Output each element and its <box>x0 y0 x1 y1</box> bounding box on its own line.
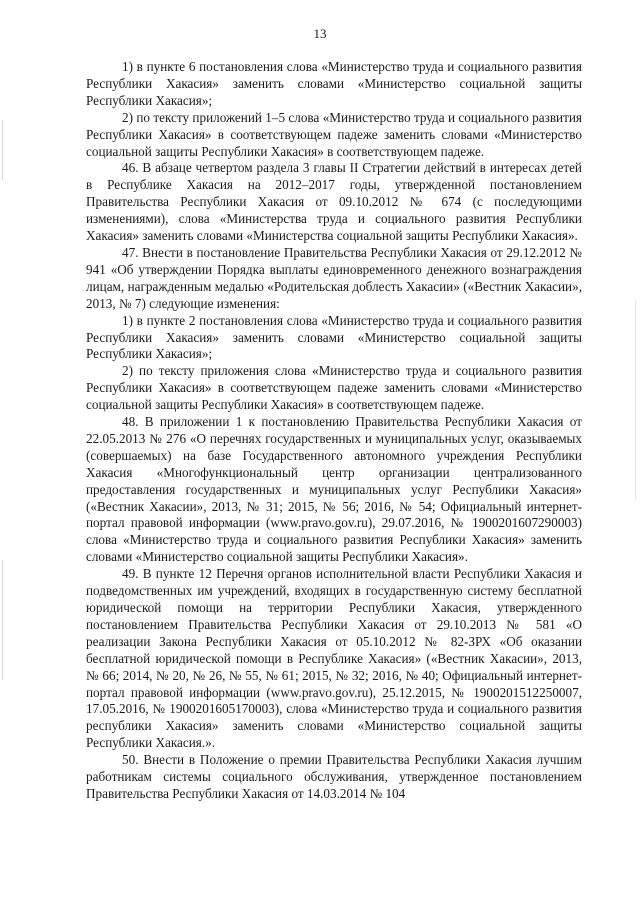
paragraph: 1) в пункте 2 постановления слова «Министерство труда и социального развития Республики Хакасия» заменить словами «Министерство социальной защиты Республики Хакасия»; <box>86 312 582 362</box>
scan-edge-artifact <box>2 560 3 680</box>
page-number: 13 <box>313 26 327 41</box>
scan-edge-artifact <box>2 120 3 180</box>
paragraph: 2) по тексту приложений 1–5 слова «Министерство труда и социального развития Республики Хакасия» в соответствующем падеже заменить словами «Министерство социальной защиты Республики Хакасия» в соответствующем падеже. <box>86 109 582 159</box>
paragraph: 50. Внести в Положение о премии Правительства Республики Хакасия лучшим работникам системы социального обслуживания, утвержденное постановлением Правительства Республики Хакасия от 14.03.2014 № 104 <box>86 752 582 801</box>
paragraph: 1) в пункте 6 постановления слова «Министерство труда и социального развития Республики Хакасия» заменить словами «Министерство социальной защиты Республики Хакасия»; <box>86 59 582 108</box>
paragraph: 47. Внести в постановление Правительства Республики Хакасия от 29.12.2012 № 941 «Об утверждении Порядка выплаты единовременного денежного вознаграждения лицам, награжденным медалью «Родительская доблесть Хакасии» («Вестник Хакасии», 2013, № 7) следующие изменения: <box>86 244 582 311</box>
document-body <box>86 59 582 803</box>
paragraph: 49. В пункте 12 Перечня органов исполнительной власти Республики Хакасия и подведомственных им учреждений, входящих в государственную систему бесплатной юридической помощи на территории Республики Хакасия, утвержденного постановлением Правительства Республики Хакасия от 29.10.2013 № 581 «О реализации Закона Республики Хакасия от 05.10.2012 № 82-ЗРХ «Об оказании бесплатной юридической помощи в Республике Хакасия» («Вестник Хакасии», 2013, № 66; 2014, № 20, № 26, № 55, № 61; 2015, № 32; 2016, № 40; Официальный интернет-портал правовой информации (www.pravo.gov.ru), 25.12.2015, № 1900201512250007, 17.05.2016, № 1900201605170003), слова «Министерство труда и социального развития республики Хакасия» заменить словами «Министерство социальной защиты Республики Хакасия.». <box>86 566 582 751</box>
paragraph: 46. В абзаце четвертом раздела 3 главы II Стратегии действий в интересах детей в Республике Хакасия на 2012–2017 годы, утвержденной постановлением Правительства Республики Хакасия от 09.10.2012 № 674 (с последующими изменениями), слова «Министерства труда и социального развития Республики Хакасия» заменить словами «Министерства социальной защиты Республики Хакасия». <box>86 160 582 244</box>
paragraph: 48. В приложении 1 к постановлению Правительства Республики Хакасия от 22.05.2013 № 276 «О перечнях государственных и муниципальных услуг, оказываемых (совершаемых) на базе Государственного автономного учреждения Республики Хакасия «Многофункциональный центр организации централизованного предоставления государственных и муниципальных услуг Республики Хакасия» («Вестник Хакасии», 2013, № 31; 2015, № 56; 2016, № 54; Официальный интернет-портал правовой информации (www.pravo.gov.ru), 29.07.2016, № 1900201607290003) слова «Министерство труда и социального развития Республики Хакасия» заменить словами «Министерство социальной защиты Республики Хакасия». <box>86 414 582 565</box>
paragraph: 2) по тексту приложения слова «Министерство труда и социального развития Республики Хакасия» в соответствующем падеже заменить словами «Министерство социальной защиты Республики Хакасия» в соответствующем падеже. <box>86 363 582 413</box>
scan-edge-artifact <box>635 300 636 500</box>
